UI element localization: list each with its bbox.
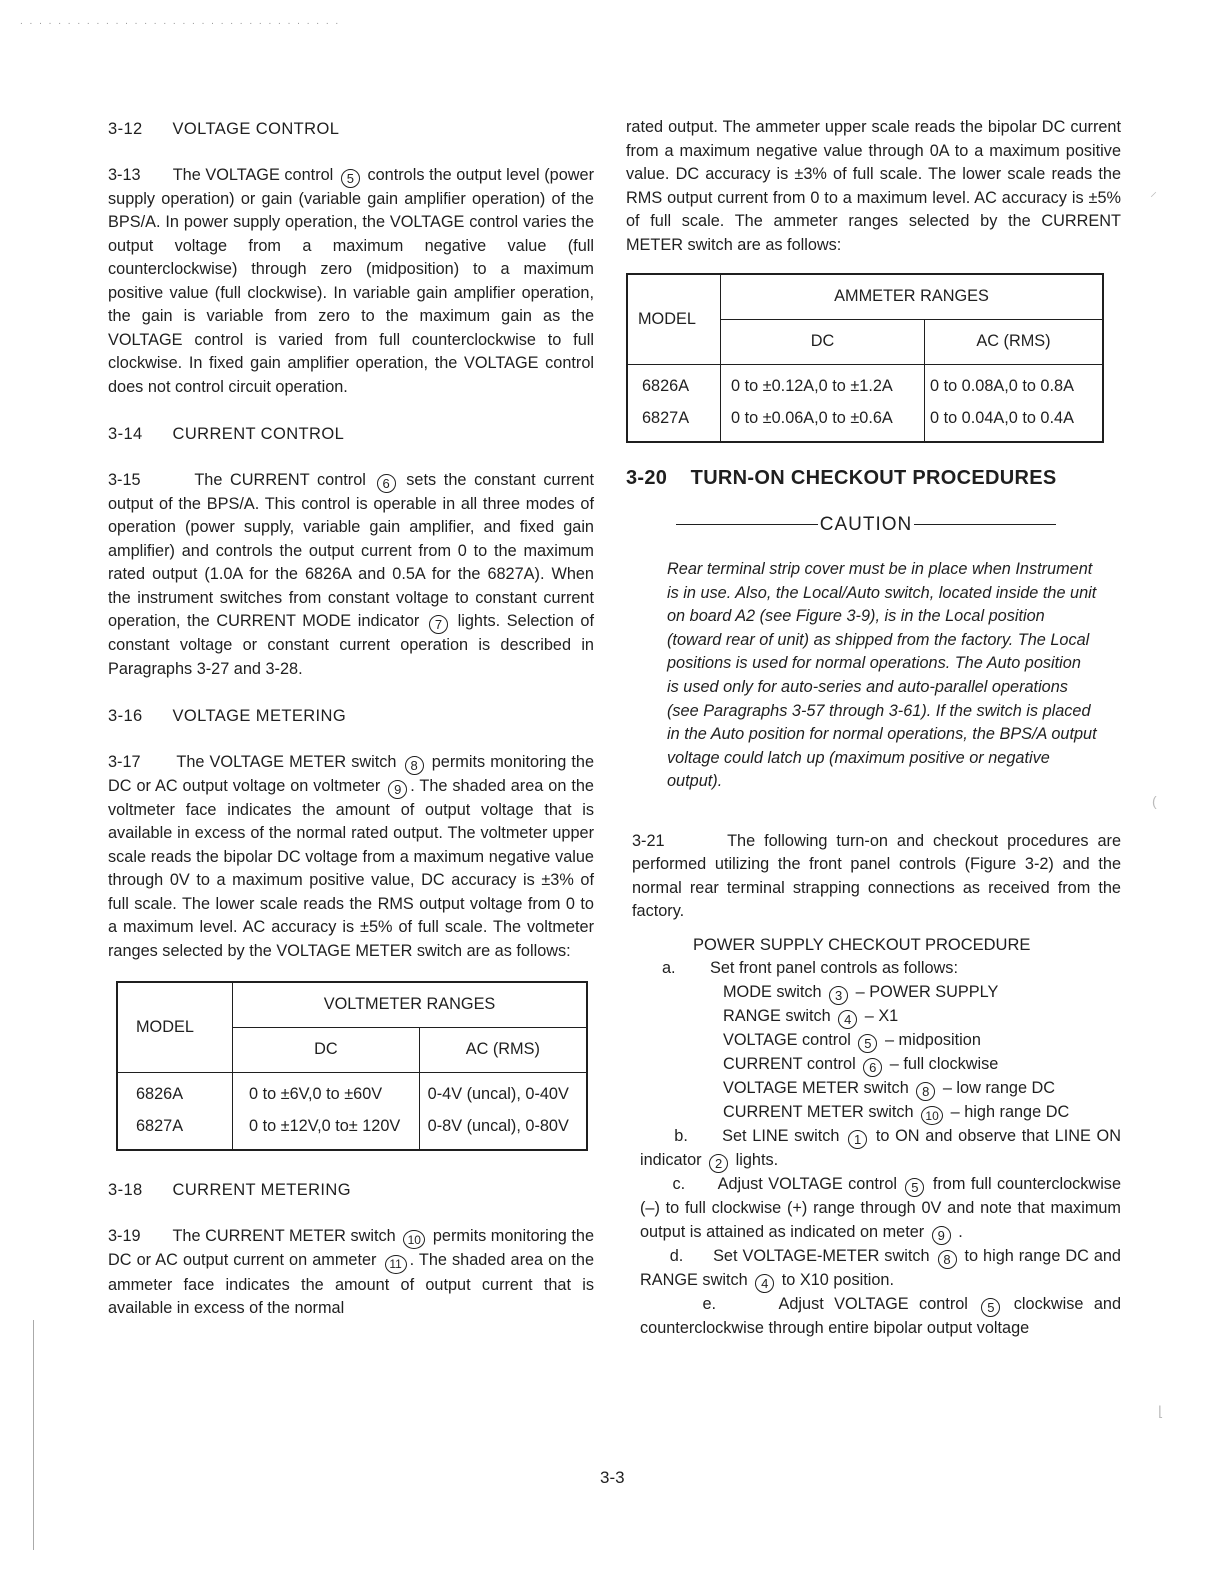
section-title: VOLTAGE METERING (172, 707, 347, 725)
step-text: Set VOLTAGE-METER switch (713, 1246, 930, 1265)
table-header-group: AMMETER RANGES (721, 274, 1104, 320)
list-item (640, 1029, 1121, 1053)
callout-7-icon: 7 (429, 615, 448, 634)
table-cell-model: 6827A (117, 1111, 233, 1150)
table-header-model: MODEL (627, 274, 721, 365)
step-d (640, 1245, 1121, 1293)
table-row (117, 1073, 587, 1112)
table-cell-dc: 0 to ±0.12A,0 to ±1.2A (721, 365, 925, 404)
section-title: CURRENT METERING (172, 1181, 351, 1199)
table-header-dc: DC (233, 1028, 420, 1073)
setting-control: VOLTAGE control (723, 1030, 851, 1049)
table-cell-ac: 0-4V (uncal), 0-40V (419, 1073, 587, 1112)
list-item (640, 981, 1121, 1005)
step-text: to high range DC and RANGE switch (640, 1246, 1121, 1289)
setting-control: CURRENT control (723, 1054, 856, 1073)
table-row (627, 403, 1103, 442)
step-text: to X10 position. (781, 1270, 894, 1289)
step-label: b. (674, 1127, 688, 1146)
callout-1-icon: 1 (848, 1130, 867, 1149)
page-number: 3-3 (600, 1468, 625, 1487)
callout-4-icon: 4 (755, 1274, 774, 1293)
step-text: Adjust VOLTAGE control (717, 1175, 897, 1194)
paragraph-3-13 (108, 164, 594, 400)
callout-8-icon: 8 (938, 1250, 957, 1269)
setting-value: – low range DC (942, 1078, 1056, 1097)
table-cell-dc: 0 to ±12V,0 to± 120V (233, 1111, 420, 1150)
setting-value: – midposition (884, 1030, 981, 1049)
callout-5-icon: 5 (858, 1034, 877, 1053)
table-cell-ac: 0 to 0.04A,0 to 0.4A (925, 403, 1104, 442)
setting-control: RANGE switch (723, 1006, 831, 1025)
caution-text: Rear terminal strip cover must be in place when Instrument is in use. Also, the Local/Auto switch, located inside the unit on board A2 (see Figure 3-9), is in the Local position (toward rear of unit) as shipped from the factory. The Local positions is used for normal operations. The Auto position is used only for auto-series and auto-parallel operations (see Paragraphs 3-57 through 3-61). If the switch is placed in the Auto position for normal operations, the BPS/A output voltage could latch up (maximum positive or negative output). (667, 560, 1097, 791)
table-cell-ac: 0 to 0.08A,0 to 0.8A (925, 365, 1104, 404)
table-header-group: VOLTMETER RANGES (233, 982, 588, 1028)
table-header-ac: AC (RMS) (419, 1028, 587, 1073)
paragraph-text: . The shaded area on the voltmeter face indicates the amount of output voltage that is available in excess of the normal rated output. The voltmeter upper scale reads the bipolar DC voltage from a maximum negative value through 0V to a maximum positive value, DC accuracy is ±3% of full scale. The lower scale reads the RMS output voltage from 0 to a maximum level. AC accuracy is ±5% of full scale. The voltmeter ranges selected by the VOLTAGE METER switch are as follows: (108, 776, 594, 960)
table-cell-model: 6827A (627, 403, 721, 442)
step-label: a. (662, 959, 676, 978)
table-cell-ac: 0-8V (uncal), 0-80V (419, 1111, 587, 1150)
paragraph-text: The CURRENT control (194, 470, 366, 489)
section-heading-3-16 (108, 705, 594, 729)
callout-5-icon: 5 (341, 169, 360, 188)
setting-value: – POWER SUPPLY (855, 982, 999, 1001)
paragraph-3-21 (632, 830, 1121, 924)
divider (676, 524, 818, 525)
paragraph-number: 3-15 (108, 470, 141, 489)
step-label: c. (672, 1175, 686, 1194)
section-heading-3-14 (108, 423, 594, 447)
setting-control: VOLTAGE METER switch (723, 1078, 909, 1097)
callout-3-icon: 3 (829, 986, 848, 1005)
paragraph-text: lights. Selection of constant voltage or constant current operation is described in Paragraphs 3-27 and 3-28. (108, 612, 595, 678)
table-row (117, 1111, 587, 1150)
paragraph-text: permits monitoring the DC or AC output current on ammeter (108, 1226, 594, 1269)
setting-value: – X1 (864, 1006, 899, 1025)
step-text: clockwise and counterclockwise through entire bipolar output voltage (640, 1294, 1122, 1337)
paragraph-3-17 (108, 751, 594, 964)
callout-5-icon: 5 (905, 1178, 924, 1197)
step-a (640, 957, 1121, 981)
section-number: 3-16 (108, 707, 143, 725)
callout-11-icon: 11 (385, 1255, 407, 1274)
paragraph-text: sets the constant current output of the BPS/A. This control is operable in all three modes of operation (power supply, variable gain amplifier, and fixed gain amplifier) and controls the output current from 0 to the maximum rated output (1.0A for the 6826A and 0.5A for the 6827A). When the instrument switches from constant voltage to constant current operation, the CURRENT MODE indicator (108, 470, 594, 630)
step-label: e. (702, 1294, 717, 1313)
setting-control: MODE switch (723, 982, 822, 1001)
left-column (108, 118, 594, 1321)
callout-9-icon: 9 (932, 1226, 951, 1245)
step-text: from full counterclockwise (–) to full clockwise (+) range through 0V and note that maximum output is attained as indicated on meter (640, 1175, 1122, 1241)
callout-10-icon: 10 (403, 1230, 425, 1249)
setting-value: – high range DC (950, 1102, 1070, 1121)
section-number: 3-20 (626, 467, 668, 489)
table-cell-dc: 0 to ±6V,0 to ±60V (233, 1073, 420, 1112)
paragraph-number: 3-19 (108, 1226, 141, 1245)
step-text: Set front panel controls as follows: (710, 959, 958, 978)
step-text: . (958, 1222, 963, 1241)
callout-4-icon: 4 (838, 1010, 857, 1029)
section-heading-3-12 (108, 118, 594, 142)
paragraph-text: permits monitoring the DC or AC output voltage on voltmeter (108, 752, 595, 795)
paragraph-3-19 (108, 1225, 594, 1321)
paragraph-text: The following turn-on and checkout procedures are performed utilizing the front panel controls (Figure 3-2) and the normal rear terminal strapping connections as received from the factory. (632, 831, 1121, 921)
callout-8-icon: 8 (916, 1082, 935, 1101)
callout-6-icon: 6 (377, 474, 396, 493)
caution-banner (676, 513, 1056, 537)
margin-mark: ( (1152, 793, 1157, 809)
section-title: CURRENT CONTROL (172, 425, 345, 443)
setting-value: – full clockwise (889, 1054, 999, 1073)
margin-mark: ⌊ (1158, 1403, 1164, 1419)
ammeter-ranges-table (626, 273, 1104, 443)
scan-dots: . . . . . . . . . . . . . . . . . . . . . . . . . . . . . . . . . . (20, 16, 341, 27)
setting-control: CURRENT METER switch (723, 1102, 914, 1121)
paragraph-3-15 (108, 469, 594, 682)
paragraph-text: controls the output level (power supply operation) or gain (variable gain amplifier operation) of the BPS/A. In power supply operation, the VOLTAGE control varies the output voltage from a maximum negative value (full counterclockwise) through zero (midposition) to a maximum positive value (full clockwise). In variable gain amplifier operation, the gain is variable from zero to the maximum gain as the VOLTAGE control is varied from full counterclockwise to full clockwise. In fixed gain amplifier operation, the VOLTAGE control does not control circuit operation. (108, 165, 594, 396)
step-text: to ON and observe that LINE ON indicator (640, 1127, 1121, 1170)
caution-label: CAUTION (819, 513, 913, 535)
callout-8-icon: 8 (405, 756, 424, 775)
procedure-title: POWER SUPPLY CHECKOUT PROCEDURE (693, 935, 1031, 954)
margin-rule (33, 1320, 34, 1550)
paragraph-text: . The shaded area on the ammeter face indicates the amount of output current that is available in excess of the normal (108, 1251, 595, 1317)
step-b (640, 1125, 1121, 1173)
paragraph-text: The VOLTAGE METER switch (176, 752, 397, 771)
table-cell-model: 6826A (627, 365, 721, 404)
callout-9-icon: 9 (388, 780, 407, 799)
callout-5-icon: 5 (981, 1298, 1000, 1317)
table-cell-model: 6826A (117, 1073, 233, 1112)
section-number: 3-18 (108, 1181, 143, 1199)
step-e (640, 1293, 1121, 1341)
callout-2-icon: 2 (709, 1154, 728, 1173)
paragraph-number: 3-17 (108, 752, 141, 771)
right-column (626, 116, 1121, 1340)
list-item (640, 1053, 1121, 1077)
divider (914, 524, 1056, 525)
voltmeter-ranges-table (116, 981, 588, 1151)
table-row (627, 365, 1103, 404)
table-cell-dc: 0 to ±0.06A,0 to ±0.6A (721, 403, 925, 442)
paragraph-number: 3-21 (632, 831, 665, 850)
section-heading-3-18 (108, 1179, 594, 1203)
section-number: 3-12 (108, 120, 143, 138)
paragraph-number: 3-13 (108, 165, 141, 184)
step-text: lights. (735, 1151, 779, 1170)
section-title: TURN-ON CHECKOUT PROCEDURES (690, 467, 1057, 489)
step-c (640, 1173, 1121, 1245)
list-item (640, 1005, 1121, 1029)
callout-10-icon: 10 (921, 1106, 943, 1125)
paragraph-text: The VOLTAGE control (172, 165, 334, 184)
step-label: d. (669, 1246, 684, 1265)
list-item (640, 1077, 1121, 1101)
checkout-procedure (640, 934, 1121, 1341)
section-heading-3-20 (626, 467, 1121, 491)
paragraph-continued: rated output. The ammeter upper scale reads the bipolar DC current from a maximum negative value through 0A to a maximum positive value. DC accuracy is ±3% of full scale. The lower scale reads the RMS output current from 0 to a maximum level. AC accuracy is ±5% of full scale. The ammeter ranges selected by the CURRENT METER switch are as follows: (626, 118, 1121, 254)
settings-list (640, 981, 1121, 1126)
table-header-ac: AC (RMS) (925, 320, 1104, 365)
list-item (640, 1101, 1121, 1126)
margin-mark: ⸝ (1150, 183, 1157, 199)
callout-6-icon: 6 (863, 1058, 882, 1077)
section-title: VOLTAGE CONTROL (172, 120, 340, 138)
paragraph-text: The CURRENT METER switch (172, 1226, 396, 1245)
step-text: Set LINE switch (722, 1127, 840, 1146)
section-number: 3-14 (108, 425, 143, 443)
table-header-dc: DC (721, 320, 925, 365)
step-text: Adjust VOLTAGE control (778, 1294, 968, 1313)
table-header-model: MODEL (117, 982, 233, 1073)
